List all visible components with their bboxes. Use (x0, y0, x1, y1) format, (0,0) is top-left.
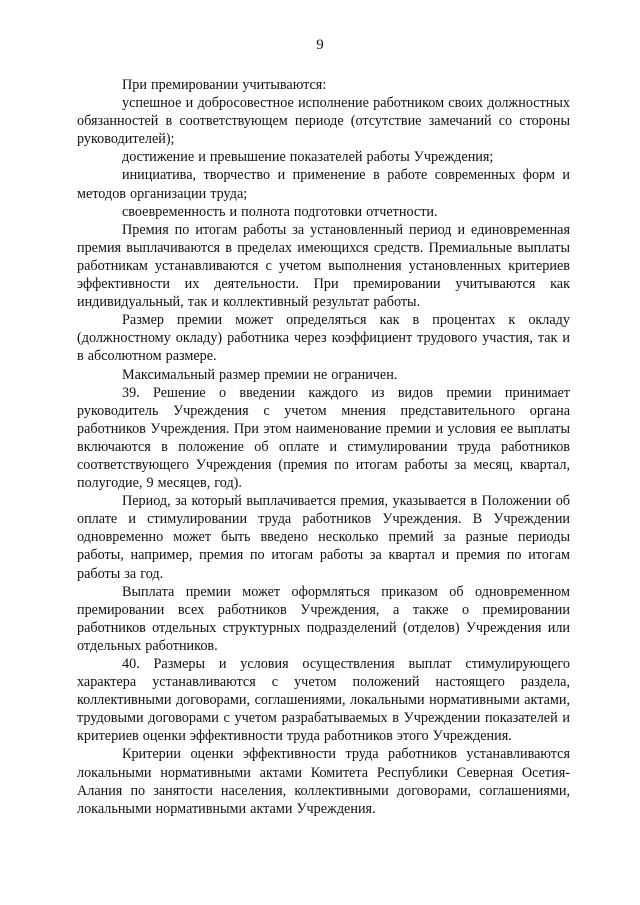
paragraph-bonus-period: Период, за который выплачивается премия, указывается в Положении об оплате и стимулировании труда работников Учреждения. В Учреждении одновременно может быть введено несколько премий за разные периоды работы, например, премия по итогам работы за квартал и премия по итогам работы за год. (77, 493, 570, 582)
paragraph-efficiency-criteria: Критерии оценки эффективности труда работников устанавливаются локальными нормативными актами Комитета Республики Северная Осетия-Алания по занятости населения, коллективными договорами, соглашениями, локальными нормативными актами Учреждения. (77, 746, 570, 817)
paragraph-bonus-considerations: При премировании учитываются: (122, 77, 327, 93)
paragraph-indicators-achievement: достижение и превышение показателей работы Учреждения; (122, 149, 494, 166)
paragraph-initiative: инициатива, творчество и применение в работе современных форм и методов организации труда; (77, 167, 570, 202)
paragraph-reporting: своевременность и полнота подготовки отчетности. (122, 203, 438, 220)
paragraph-bonus-order: Выплата премии может оформляться приказом об одновременном премировании всех работников Учреждения, а также о премировании работников отдельных структурных подразделений (отделов) Учреждения или отдельных работников. (77, 583, 570, 654)
paragraph-duties-performance: успешное и добросовестное исполнение работником своих должностных обязанностей в соответствующем периоде (отсутствие замечаний со стороны руководителей); (77, 95, 570, 148)
paragraph-bonus-payment: Премия по итогам работы за установленный период и единовременная премия выплачиваются в пределах имеющихся средств. Премиальные выплаты работникам устанавливаются с учетом выполнения установленных критериев эффективности их деятельности. При премировании учитываются как индивидуальный, так и коллективный результат работы. (77, 221, 570, 311)
paragraph-bonus-size: Размер премии может определяться как в процентах к окладу (должностному окладу) работника через коэффициент трудового участия, так и в абсолютном размере. (77, 312, 570, 365)
paragraph-section-40: 40. Размеры и условия осуществления выплат стимулирующего характера устанавливаются с учетом положений настоящего раздела, коллективными договорами, соглашениями, локальными нормативными актами, трудовыми договорами с учетом разрабатываемых в Учреждении показателей и критериев оценки эффективности труда работников этого Учреждения. (77, 656, 570, 745)
paragraph-max-bonus: Максимальный размер премии не ограничен. (122, 366, 398, 383)
paragraph-section-39: 39. Решение о введении каждого из видов премии принимает руководитель Учреждения с учетом мнения представительного органа работников Учреждения. При этом наименование премии и условия ее выплаты включаются в положение об оплате и стимулировании труда работников соответствующего Учреждения (премия по итогам работы за месяц, квартал, полугодие, 9 месяцев, год). (77, 384, 570, 492)
document-body (77, 76, 570, 818)
page-number: 9 (316, 37, 324, 53)
